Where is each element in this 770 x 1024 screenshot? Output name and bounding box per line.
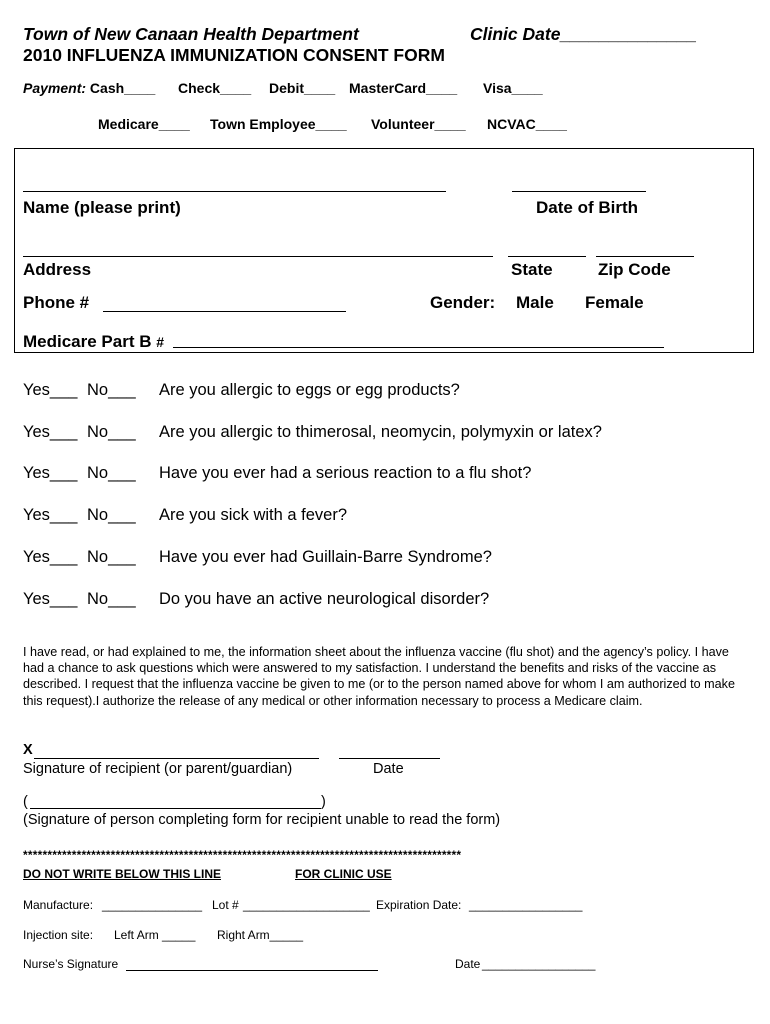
payment-debit[interactable]: Debit____	[269, 80, 336, 96]
recipient-signature-label: Signature of recipient (or parent/guardian)	[23, 761, 293, 777]
manufacture-label: Manufacture:	[23, 898, 94, 912]
dob-label: Date of Birth	[536, 198, 638, 217]
injection-right-arm[interactable]: Right Arm_____	[217, 928, 304, 942]
expiration-field[interactable]: _________________	[469, 898, 583, 912]
patient-info-box	[14, 148, 754, 353]
nurse-signature-field[interactable]	[126, 970, 378, 971]
payment-label: Payment:	[23, 80, 87, 96]
question-text: Are you sick with a fever?	[159, 506, 347, 524]
dob-field[interactable]	[512, 191, 646, 192]
manufacture-field[interactable]: _______________	[102, 898, 203, 912]
do-not-write-heading: DO NOT WRITE BELOW THIS LINE	[23, 867, 221, 881]
consent-paragraph: I have read, or had explained to me, the information sheet about the influenza vaccine (flu shot) and the agency’s policy. I have had a chance to ask questions which were answered to my satisfaction. I understand the benefits and risks of the vaccine as described. I request that the influenza vaccine be given to me (or to the person named above for whom I am authorized to make this request).I authorize the release of any medical or other information necessary to process a Medicare claim.	[23, 645, 735, 708]
department-name: Town of New Canaan Health Department	[23, 24, 359, 44]
question-text: Are you allergic to thimerosal, neomycin, polymyxin or latex?	[159, 423, 602, 441]
expiration-label: Expiration Date:	[376, 898, 462, 912]
form-title: 2010 INFLUENZA IMMUNIZATION CONSENT FORM	[23, 45, 445, 65]
phone-label: Phone #	[23, 293, 90, 312]
signature-x-mark: X	[23, 742, 33, 758]
question-text: Have you ever had a serious reaction to a flu shot?	[159, 464, 532, 482]
payment-cash[interactable]: Cash____	[89, 80, 156, 96]
name-field[interactable]	[23, 191, 446, 192]
zip-label: Zip Code	[598, 260, 671, 279]
injection-site-label: Injection site:	[23, 928, 94, 942]
payment-row-1	[23, 80, 155, 96]
question-yes[interactable]: Yes___	[23, 381, 78, 399]
gender-label: Gender:	[430, 293, 496, 312]
nurse-date-field[interactable]: _________________	[482, 957, 596, 971]
completer-open-paren: (	[23, 794, 28, 810]
question-yes[interactable]: Yes___	[23, 464, 78, 482]
medicare-field[interactable]	[173, 347, 664, 348]
completer-signature-field[interactable]	[30, 808, 321, 809]
payment-visa[interactable]: Visa____	[483, 80, 543, 96]
question-text: Have you ever had Guillain-Barre Syndrome?	[159, 548, 492, 566]
gender-female[interactable]: Female	[585, 293, 644, 312]
question-yes[interactable]: Yes___	[23, 506, 78, 524]
question-no[interactable]: No___	[87, 381, 136, 399]
address-field[interactable]	[23, 256, 493, 257]
gender-male[interactable]: Male	[516, 293, 554, 312]
zip-field[interactable]	[596, 256, 694, 257]
recipient-signature-field[interactable]	[34, 758, 319, 759]
payment-mastercard[interactable]: MasterCard____	[349, 80, 458, 96]
state-label: State	[511, 260, 553, 279]
question-no[interactable]: No___	[87, 464, 136, 482]
completer-close-paren: )	[321, 794, 326, 810]
clinic-date-blank[interactable]: ______________	[560, 24, 697, 44]
address-label: Address	[23, 260, 92, 279]
signature-date-field[interactable]	[339, 758, 440, 759]
lot-label: Lot #	[212, 898, 239, 912]
question-no[interactable]: No___	[87, 590, 136, 608]
clinic-date-label: Clinic Date______________	[470, 24, 697, 44]
state-field[interactable]	[508, 256, 586, 257]
medicare-label: Medicare Part B #	[23, 332, 165, 351]
question-text: Do you have an active neurological disorder?	[159, 590, 490, 608]
payment-ncvac[interactable]: NCVAC____	[487, 116, 567, 132]
payment-medicare[interactable]: Medicare____	[98, 116, 190, 132]
payment-check[interactable]: Check____	[178, 80, 252, 96]
lot-field[interactable]: ___________________	[243, 898, 370, 912]
divider-stars: ******************************************************************************************	[23, 848, 462, 862]
question-no[interactable]: No___	[87, 506, 136, 524]
payment-town-employee[interactable]: Town Employee____	[210, 116, 347, 132]
question-text: Are you allergic to eggs or egg products?	[159, 381, 460, 399]
nurse-date-label: Date	[455, 957, 481, 971]
question-yes[interactable]: Yes___	[23, 423, 78, 441]
question-no[interactable]: No___	[87, 548, 136, 566]
injection-left-arm[interactable]: Left Arm _____	[114, 928, 196, 942]
signature-date-label: Date	[373, 761, 404, 777]
phone-field[interactable]	[103, 311, 346, 312]
question-yes[interactable]: Yes___	[23, 590, 78, 608]
question-yes[interactable]: Yes___	[23, 548, 78, 566]
for-clinic-use-heading: FOR CLINIC USE	[295, 867, 392, 881]
completer-signature-label: (Signature of person completing form for recipient unable to read the form)	[23, 812, 501, 828]
nurse-signature-label: Nurse’s Signature	[23, 957, 119, 971]
name-label: Name (please print)	[23, 198, 181, 217]
payment-volunteer[interactable]: Volunteer____	[371, 116, 466, 132]
question-no[interactable]: No___	[87, 423, 136, 441]
